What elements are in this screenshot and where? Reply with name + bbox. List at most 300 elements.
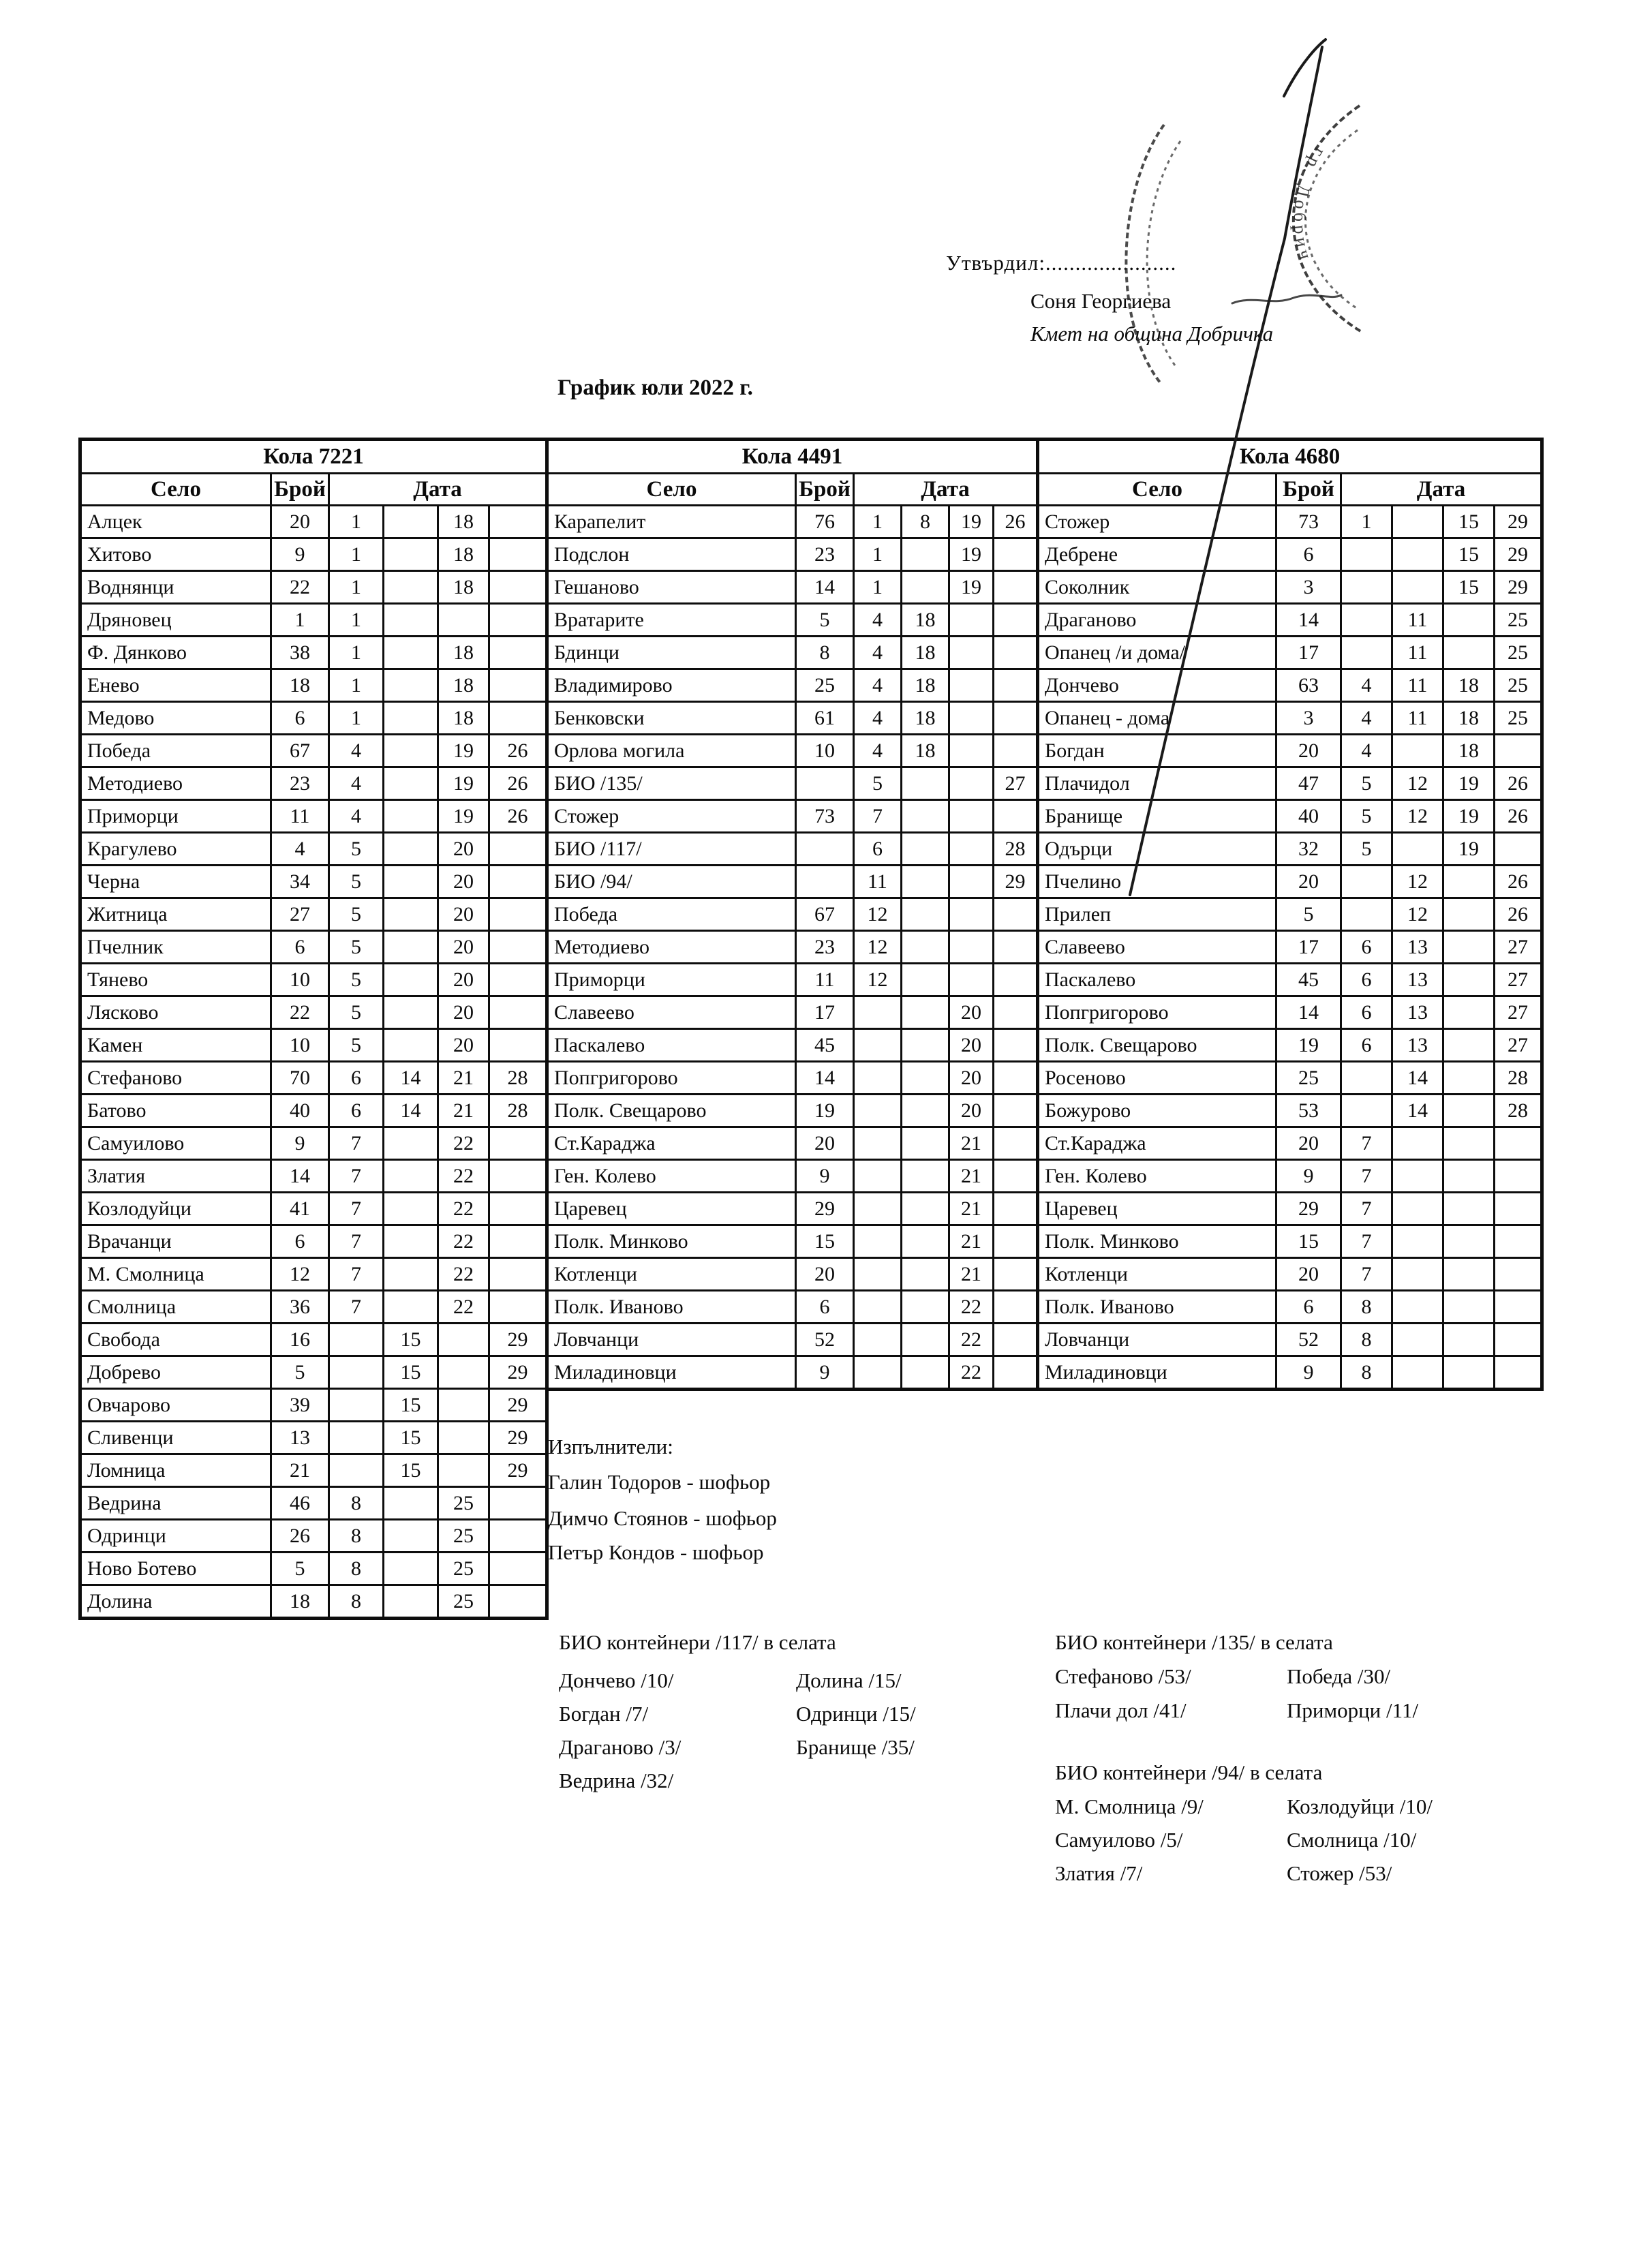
date-cell: 20 [438,898,489,931]
date-cell [329,1356,384,1389]
table-row [547,571,1038,604]
date-cell [489,669,547,702]
village-cell: Дряновец [80,604,271,637]
col-header-count: Брой [271,474,329,506]
date-cell [384,1487,438,1520]
date-cell [854,1062,902,1095]
village-cell: Попгригорово [1038,996,1276,1029]
village-cell: Божурово [1038,1095,1276,1127]
date-cell [902,800,949,833]
date-cell [994,800,1038,833]
date-cell: 12 [1392,866,1443,898]
table-row [1038,1324,1542,1356]
village-cell: Добрево [80,1356,271,1389]
table-row [547,996,1038,1029]
date-cell: 26 [1495,898,1542,931]
bio-note-title: БИО контейнери /117/ в селата [559,1630,836,1654]
table-row [547,1291,1038,1324]
date-cell [994,538,1038,571]
count-cell: 20 [1276,1127,1341,1160]
table-row [80,571,547,604]
table-row [1038,1029,1542,1062]
village-cell: Воднянци [80,571,271,604]
village-cell: Свобода [80,1324,271,1356]
date-cell: 14 [1392,1062,1443,1095]
date-cell [1495,1225,1542,1258]
date-cell: 21 [438,1095,489,1127]
table-row [80,1585,547,1619]
date-cell [438,1422,489,1454]
date-cell: 6 [1341,964,1392,996]
date-cell [949,735,994,767]
count-cell: 5 [271,1356,329,1389]
col-header-date: Дата [854,474,1038,506]
date-cell: 11 [1392,669,1443,702]
count-cell: 45 [796,1029,854,1062]
date-cell [994,735,1038,767]
table-row [80,898,547,931]
executor-item: Галин Тодоров - шофьор [548,1470,771,1494]
date-cell [854,1160,902,1193]
date-cell [1495,1160,1542,1193]
date-cell: 18 [438,538,489,571]
table-row [547,1258,1038,1291]
table-row [1038,1160,1542,1193]
date-cell [994,1127,1038,1160]
count-cell: 23 [271,767,329,800]
date-cell: 20 [438,833,489,866]
date-cell [949,964,994,996]
count-cell: 25 [796,669,854,702]
date-cell: 8 [329,1585,384,1619]
date-cell [994,1193,1038,1225]
count-cell: 20 [1276,866,1341,898]
date-cell [949,800,994,833]
count-cell: 26 [271,1520,329,1553]
village-cell: М. Смолница [80,1258,271,1291]
village-cell: Попгригорово [547,1062,796,1095]
date-cell [949,604,994,637]
village-cell: Орлова могила [547,735,796,767]
count-cell: 20 [1276,1258,1341,1291]
village-cell: Крагулево [80,833,271,866]
date-cell [489,1029,547,1062]
date-cell: 19 [1443,800,1495,833]
date-cell [994,1356,1038,1390]
count-cell: 17 [1276,931,1341,964]
col-header-village: Село [547,474,796,506]
stamp-and-signature-overlay [1050,37,1574,923]
count-cell: 10 [271,1029,329,1062]
date-cell [329,1422,384,1454]
count-cell: 21 [271,1454,329,1487]
date-cell: 7 [329,1225,384,1258]
date-cell: 18 [902,637,949,669]
table-row [1038,1258,1542,1291]
count-cell: 20 [1276,735,1341,767]
date-cell: 22 [438,1225,489,1258]
date-cell: 18 [438,506,489,538]
village-cell: Славеево [1038,931,1276,964]
date-cell: 13 [1392,964,1443,996]
bio-note-item: Златия /7/ [1055,1861,1143,1885]
table-row [80,1520,547,1553]
date-cell: 29 [1495,571,1542,604]
count-cell: 6 [271,1225,329,1258]
bio-note-item: М. Смолница /9/ [1055,1794,1204,1818]
date-cell: 27 [1495,964,1542,996]
date-cell [1443,1324,1495,1356]
date-cell [384,604,438,637]
bio-note-item: Смолница /10/ [1287,1828,1417,1852]
date-cell: 22 [438,1193,489,1225]
date-cell: 1 [854,571,902,604]
bio-note-item: Плачи дол /41/ [1055,1698,1187,1722]
date-cell: 11 [1392,702,1443,735]
village-cell: Царевец [547,1193,796,1225]
date-cell: 20 [949,996,994,1029]
count-cell: 6 [1276,538,1341,571]
date-cell [949,637,994,669]
date-cell [854,1127,902,1160]
date-cell [489,538,547,571]
table-row [547,866,1038,898]
date-cell [489,931,547,964]
date-cell: 18 [1443,669,1495,702]
village-cell: Победа [547,898,796,931]
date-cell: 1 [329,538,384,571]
village-cell: Паскалево [547,1029,796,1062]
count-cell: 15 [1276,1225,1341,1258]
village-cell: Методиево [80,767,271,800]
table-row [80,996,547,1029]
count-cell: 20 [796,1258,854,1291]
village-cell: Карапелит [547,506,796,538]
village-cell: Полк. Минково [1038,1225,1276,1258]
village-cell: Полк. Минково [547,1225,796,1258]
village-cell: Опанец /и дома/ [1038,637,1276,669]
table-row [1038,931,1542,964]
date-cell: 26 [1495,800,1542,833]
bio-note-item: Самуилово /5/ [1055,1828,1183,1852]
count-cell: 8 [796,637,854,669]
date-cell [384,1520,438,1553]
bio-note-item: Богдан /7/ [559,1702,649,1726]
table-row [80,1029,547,1062]
date-cell: 20 [438,1029,489,1062]
table-row [1038,996,1542,1029]
date-cell [902,1062,949,1095]
date-cell [902,1324,949,1356]
date-cell: 20 [949,1062,994,1095]
village-cell: Соколник [1038,571,1276,604]
date-cell: 13 [1392,996,1443,1029]
date-cell [1392,1225,1443,1258]
table-row [80,1553,547,1585]
date-cell: 7 [329,1291,384,1324]
date-cell: 25 [1495,637,1542,669]
table-row [1038,1095,1542,1127]
date-cell: 4 [1341,702,1392,735]
date-cell [489,1585,547,1619]
date-cell [854,1193,902,1225]
date-cell [489,898,547,931]
date-cell [438,1356,489,1389]
date-cell [438,1324,489,1356]
village-cell: Царевец [1038,1193,1276,1225]
count-cell: 52 [796,1324,854,1356]
bio-note-item: Ведрина /32/ [559,1769,674,1792]
table-row [1038,964,1542,996]
date-cell: 22 [438,1160,489,1193]
date-cell: 25 [1495,669,1542,702]
date-cell [329,1324,384,1356]
date-cell: 12 [854,931,902,964]
date-cell [384,866,438,898]
date-cell [949,898,994,931]
date-cell: 25 [1495,702,1542,735]
table-row [80,833,547,866]
date-cell: 29 [994,866,1038,898]
count-cell: 11 [271,800,329,833]
village-cell: Дончево [1038,669,1276,702]
date-cell: 4 [854,604,902,637]
date-cell [489,604,547,637]
count-cell: 23 [796,538,854,571]
date-cell: 4 [329,800,384,833]
count-cell: 20 [271,506,329,538]
date-cell: 18 [438,637,489,669]
table-row [547,833,1038,866]
date-cell [489,1160,547,1193]
date-cell: 11 [1392,604,1443,637]
village-cell: Медово [80,702,271,735]
date-cell: 20 [438,996,489,1029]
count-cell: 3 [1276,702,1341,735]
date-cell: 18 [1443,702,1495,735]
count-cell: 47 [1276,767,1341,800]
date-cell: 19 [949,506,994,538]
count-cell: 61 [796,702,854,735]
date-cell: 22 [949,1291,994,1324]
village-cell: Прилеп [1038,898,1276,931]
village-cell: Богдан [1038,735,1276,767]
bio-note-item: Драганово /3/ [559,1735,682,1759]
date-cell [489,1127,547,1160]
village-cell: Ломница [80,1454,271,1487]
date-cell [1443,1029,1495,1062]
date-cell [902,767,949,800]
village-cell: Пчелник [80,931,271,964]
table-row [80,800,547,833]
schedule-table-2 [545,438,1039,1391]
date-cell [489,1520,547,1553]
count-cell [796,866,854,898]
date-cell [854,1291,902,1324]
village-cell: Сливенци [80,1422,271,1454]
date-cell: 12 [854,898,902,931]
date-cell: 21 [949,1225,994,1258]
village-cell: Опанец - дома [1038,702,1276,735]
table-row [547,898,1038,931]
village-cell: Долина [80,1585,271,1619]
count-cell: 15 [796,1225,854,1258]
date-cell [1392,1193,1443,1225]
count-cell: 4 [271,833,329,866]
date-cell [1443,1095,1495,1127]
stamp-arc-left-inner [1147,141,1180,367]
approver-name: Соня Георгиева [1030,289,1172,313]
date-cell [438,1454,489,1487]
table-row [80,1454,547,1487]
date-cell [902,833,949,866]
table-row [547,735,1038,767]
date-cell [1443,931,1495,964]
date-cell [1392,1291,1443,1324]
count-cell: 39 [271,1389,329,1422]
date-cell [994,604,1038,637]
bio-note-title: БИО контейнери /135/ в селата [1055,1630,1333,1654]
date-cell: 4 [854,637,902,669]
table-row [1038,1193,1542,1225]
date-cell [902,1095,949,1127]
car-header: Кола 4491 [547,440,1038,474]
village-cell: Алцек [80,506,271,538]
bio-note-item: Победа /30/ [1287,1664,1391,1688]
date-cell [1443,1258,1495,1291]
count-cell: 9 [1276,1160,1341,1193]
date-cell: 11 [1392,637,1443,669]
table-row [1038,1356,1542,1390]
count-cell: 9 [1276,1356,1341,1390]
date-cell [489,1291,547,1324]
village-cell: Одринци [80,1520,271,1553]
date-cell: 5 [1341,833,1392,866]
table-row [547,604,1038,637]
date-cell: 15 [384,1389,438,1422]
date-cell: 22 [949,1356,994,1390]
date-cell: 19 [1443,833,1495,866]
date-cell: 1 [329,637,384,669]
village-cell: Врачанци [80,1225,271,1258]
village-cell: Миладиновци [1038,1356,1276,1390]
date-cell [1443,1160,1495,1193]
date-cell: 1 [854,506,902,538]
date-cell [994,1225,1038,1258]
date-cell [384,1029,438,1062]
date-cell: 25 [438,1520,489,1553]
table-row [547,637,1038,669]
date-cell: 14 [384,1062,438,1095]
village-cell: Гешаново [547,571,796,604]
date-cell: 12 [1392,800,1443,833]
count-cell: 6 [1276,1291,1341,1324]
date-cell [994,1258,1038,1291]
table-row [80,866,547,898]
table-row [80,735,547,767]
date-cell [384,1553,438,1585]
bio-note-item: Дончево /10/ [559,1668,674,1692]
date-cell: 26 [489,800,547,833]
date-cell [994,669,1038,702]
date-cell [1341,1062,1392,1095]
count-cell: 52 [1276,1324,1341,1356]
bio-note-item: Стефаново /53/ [1055,1664,1191,1688]
count-cell: 34 [271,866,329,898]
date-cell: 14 [384,1095,438,1127]
date-cell: 15 [384,1356,438,1389]
date-cell [994,996,1038,1029]
date-cell: 1 [329,506,384,538]
bio-note-item: Козлодуйци /10/ [1287,1794,1433,1818]
date-cell: 15 [1443,538,1495,571]
date-cell [902,898,949,931]
date-cell [949,833,994,866]
date-cell: 5 [329,866,384,898]
date-cell [994,637,1038,669]
date-cell [329,1389,384,1422]
date-cell: 29 [1495,538,1542,571]
date-cell [994,931,1038,964]
date-cell: 22 [949,1324,994,1356]
count-cell: 23 [796,931,854,964]
date-cell [902,1193,949,1225]
table-row [1038,1062,1542,1095]
date-cell [489,637,547,669]
village-cell: Ф. Дянково [80,637,271,669]
village-cell: Смолница [80,1291,271,1324]
count-cell: 73 [796,800,854,833]
date-cell: 12 [1392,767,1443,800]
date-cell: 27 [1495,996,1542,1029]
village-cell: Полк. Свещарово [547,1095,796,1127]
date-cell [854,996,902,1029]
date-cell: 7 [1341,1225,1392,1258]
date-cell: 4 [854,669,902,702]
date-cell [489,1487,547,1520]
date-cell [902,1225,949,1258]
date-cell [1443,1062,1495,1095]
approver-role: Кмет на община Добричка [1030,322,1274,346]
village-cell: Камен [80,1029,271,1062]
stamp-arc-left-outer [1126,125,1164,382]
bio-note-item: Стожер /53/ [1287,1861,1392,1885]
date-cell: 20 [438,866,489,898]
date-cell: 28 [489,1095,547,1127]
count-cell: 36 [271,1291,329,1324]
date-cell: 1 [1341,506,1392,538]
table-row [80,1225,547,1258]
date-cell [902,964,949,996]
date-cell [994,898,1038,931]
village-cell: Победа [80,735,271,767]
table-row [80,931,547,964]
table-row [547,1225,1038,1258]
date-cell: 5 [329,1029,384,1062]
date-cell [949,931,994,964]
car-header: Кола 4680 [1038,440,1542,474]
date-cell: 25 [438,1553,489,1585]
date-cell: 21 [949,1127,994,1160]
date-cell [329,1454,384,1487]
table-row [80,637,547,669]
date-cell: 8 [329,1487,384,1520]
date-cell [994,1062,1038,1095]
table-row [80,669,547,702]
col-header-date: Дата [1341,474,1542,506]
count-cell: 45 [1276,964,1341,996]
village-cell: Батово [80,1095,271,1127]
